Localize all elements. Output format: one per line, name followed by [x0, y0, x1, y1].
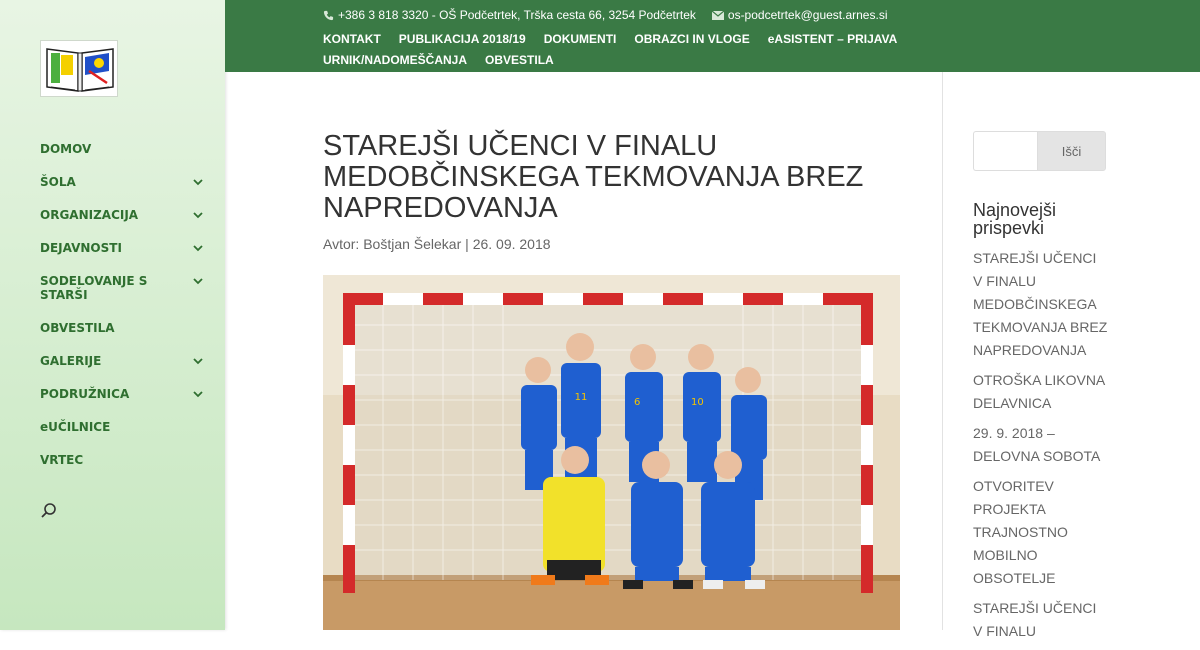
recent-post-link[interactable]: STAREJŠI UČENCI V FINALU	[973, 600, 1097, 639]
content-divider	[942, 72, 943, 630]
jersey-number: 11	[574, 392, 588, 403]
sidebar-item-label: OBVESTILA	[40, 321, 115, 335]
recent-posts-title: Najnovejši prispevki	[973, 200, 1057, 238]
sidebar-item-label: eUČILNICE	[40, 420, 111, 434]
sidebar-item-label: ORGANIZACIJA	[40, 208, 139, 222]
chevron-down-icon[interactable]	[192, 243, 204, 253]
meta-separator: |	[465, 236, 469, 252]
front-row-players	[531, 446, 765, 589]
recent-post-link[interactable]: 29. 9. 2018 – DELOVNA SOBOTA	[973, 425, 1101, 464]
jersey-number: 6	[634, 397, 641, 408]
sidebar-item-label: PODRUŽNICA	[40, 387, 130, 401]
sidebar-item-label: ŠOLA	[40, 175, 76, 189]
left-sidebar	[0, 0, 225, 630]
jersey-number: 10	[691, 397, 704, 408]
top-nav-kontakt[interactable]: KONTAKT	[323, 32, 381, 46]
recent-posts-list	[973, 247, 1108, 650]
top-nav-easistent[interactable]: eASISTENT – PRIJAVA	[767, 32, 898, 46]
chevron-down-icon[interactable]	[192, 389, 204, 399]
sidebar-item-sola[interactable]	[40, 175, 210, 189]
recent-post-link[interactable]: OTROŠKA LIKOVNA DELAVNICA	[973, 372, 1105, 411]
recent-post-link[interactable]: STAREJŠI UČENCI V FINALU MEDOBČINSKEGA TEKMOVANJA BREZ NAPREDOVANJA	[973, 250, 1108, 358]
search-icon[interactable]	[40, 502, 58, 520]
sidebar-item-eucilnice[interactable]	[40, 420, 210, 434]
post-content	[323, 131, 903, 252]
sidebar-item-vrtec[interactable]	[40, 453, 210, 467]
top-nav	[323, 29, 1063, 71]
sidebar-item-label: DOMOV	[40, 142, 92, 156]
chevron-down-icon[interactable]	[192, 177, 204, 187]
sidebar-item-label: SODELOVANJE S STARŠI	[40, 274, 148, 302]
sidebar-item-galerije[interactable]	[40, 354, 210, 368]
author-link[interactable]: Boštjan Šelekar	[363, 236, 462, 252]
top-nav-urnik[interactable]: URNIK/NADOMEŠČANJA	[323, 53, 468, 67]
sidebar-item-sodelovanje[interactable]	[40, 274, 210, 302]
sidebar-item-domov[interactable]	[40, 142, 210, 156]
top-nav-publikacija[interactable]: PUBLIKACIJA 2018/19	[398, 32, 526, 46]
top-header	[225, 0, 1200, 72]
envelope-icon	[712, 11, 724, 20]
post-meta	[323, 236, 903, 252]
team-photo-image	[323, 275, 900, 630]
logo-book-icon	[41, 41, 118, 97]
chevron-down-icon[interactable]	[192, 356, 204, 366]
phone-icon	[323, 10, 334, 21]
top-nav-obrazci[interactable]: OBRAZCI IN VLOGE	[634, 32, 750, 46]
sidebar-item-dejavnosti[interactable]	[40, 241, 210, 255]
sidebar-item-organizacija[interactable]	[40, 208, 210, 222]
sidebar-item-podruznica[interactable]	[40, 387, 210, 401]
top-nav-dokumenti[interactable]: DOKUMENTI	[543, 32, 617, 46]
sidebar-search-input[interactable]	[973, 131, 1038, 171]
chevron-down-icon[interactable]	[192, 276, 204, 286]
sidebar-search-button[interactable]: Išči	[1037, 131, 1106, 171]
recent-post-link[interactable]: OTVORITEV PROJEKTA TRAJNOSTNO MOBILNO OBSOTELJE	[973, 478, 1068, 586]
post-date: 26. 09. 2018	[472, 236, 551, 252]
top-nav-obvestila[interactable]: OBVESTILA	[485, 53, 554, 67]
chevron-down-icon[interactable]	[192, 210, 204, 220]
email-link[interactable]	[712, 8, 888, 22]
post-title: STAREJŠI UČENCI V FINALU MEDOBČINSKEGA TEKMOVANJA BREZ NAPREDOVANJA	[323, 130, 864, 224]
sidebar-item-label: VRTEC	[40, 453, 84, 467]
post-featured-image	[323, 275, 900, 630]
sidebar-item-obvestila[interactable]	[40, 321, 210, 335]
school-logo[interactable]	[40, 40, 118, 97]
phone-text[interactable]: +386 3 818 3320 - OŠ Podčetrtek, Trška cesta 66, 3254 Podčetrtek	[338, 8, 696, 22]
contact-info	[323, 8, 887, 22]
sidebar-item-label: GALERIJE	[40, 354, 102, 368]
email-text: os-podcetrtek@guest.arnes.si	[727, 8, 888, 22]
sidebar-nav	[40, 132, 210, 467]
sidebar-item-label: DEJAVNOSTI	[40, 241, 122, 255]
author-prefix: Avtor:	[323, 236, 360, 252]
